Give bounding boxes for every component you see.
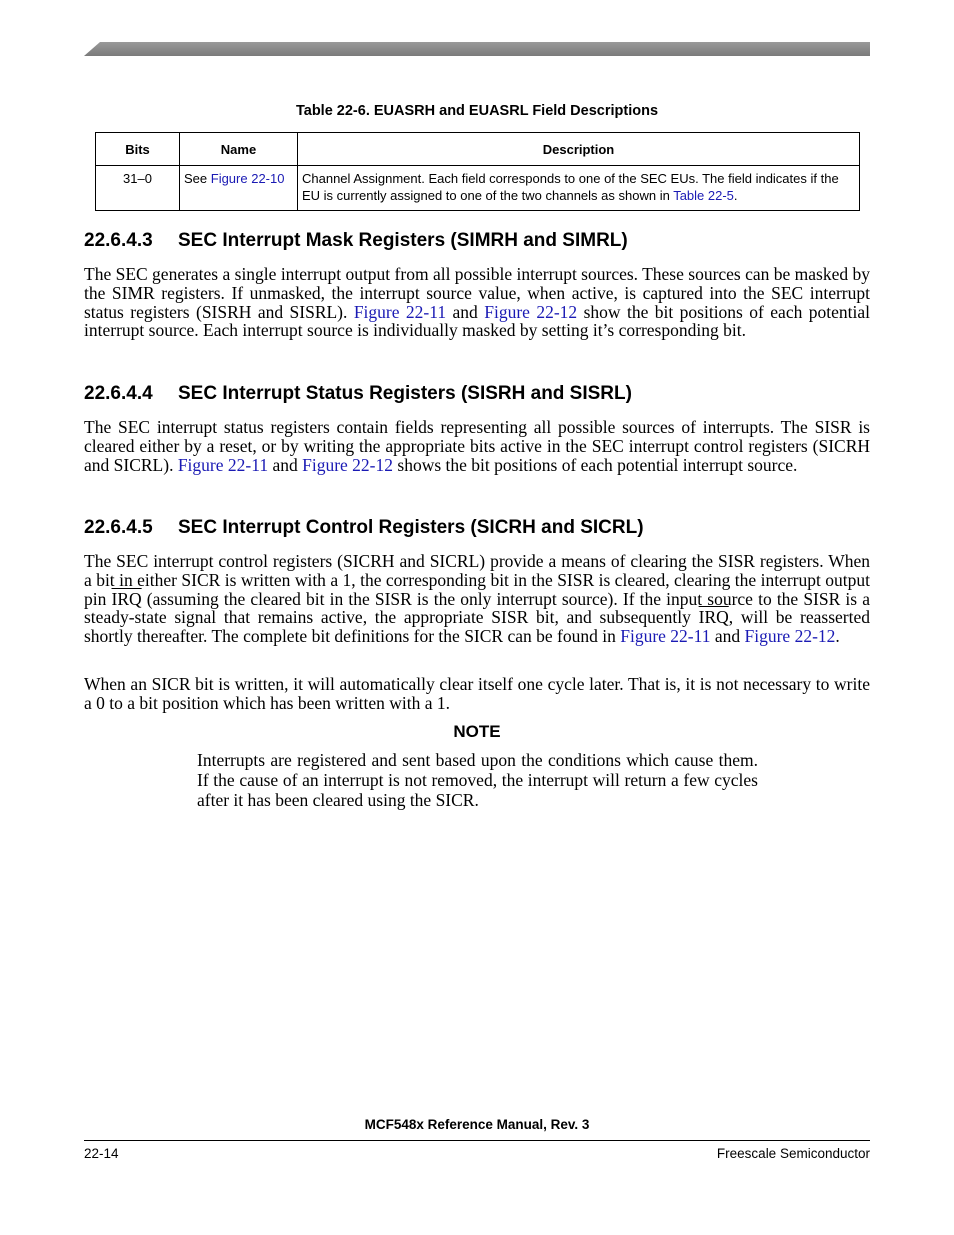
section-heading-22-6-4-5 xyxy=(84,517,644,539)
paragraph-interrupt-status xyxy=(84,418,870,474)
section-number: 22.6.4.4 xyxy=(84,383,153,404)
irq-signal: $\overline{IRQ}$ xyxy=(698,607,729,628)
text-run: The SEC interrupt status registers contain fields representing all possible sources of interrupts. The SISR is cleared either by a reset, or by writing the appropriate bits active in the SEC interrupt control registers (SICRH and SICRL). xyxy=(84,417,870,475)
section-title: SEC Interrupt Control Registers (SICRH and SICRL) xyxy=(178,517,644,538)
paragraph-sicr-auto-clear: When an SICR bit is written, it will automatically clear itself one cycle later. That is, it is not necessary to write a 0 to a bit position which has been written with a 1. xyxy=(84,674,870,713)
desc-text: Channel Assignment. Each field corresponds to one of the SEC EUs. The field indicates if the EU is currently assigned to one of the two channels as shown in xyxy=(302,171,839,203)
text-run: The SEC interrupt control registers (SICRH and SICRL) provide a means of clearing the SISR registers. When a bit in either SICR is written with a 1, the corresponding bit in the SISR is cleared, clearing the interrupt output pin xyxy=(84,551,870,609)
header-bits: Bits xyxy=(96,133,180,166)
header-description: Description xyxy=(298,133,860,166)
text-run: and xyxy=(710,626,745,647)
cell-description xyxy=(298,166,860,211)
section-heading-22-6-4-4 xyxy=(84,383,632,405)
header-name: Name xyxy=(180,133,298,166)
figure-22-10-link[interactable]: Figure 22-10 xyxy=(210,171,285,186)
text-run: shows the bit positions of each potential interrupt source. xyxy=(393,454,798,475)
text-run: and xyxy=(268,454,303,475)
company-name: Freescale Semiconductor xyxy=(716,1146,870,1161)
figure-22-11-link[interactable]: Figure 22-11 xyxy=(353,301,447,322)
note-title: NOTE xyxy=(453,722,501,741)
figure-22-12-link[interactable]: Figure 22-12 xyxy=(484,301,578,322)
text-run: The SEC generates a single interrupt output from all possible interrupt sources. These sources can be masked by the SIMR registers. If unmasked, the interrupt source value, when active, is captured into the SEC interrupt status registers (SISRH and SISRL). xyxy=(84,264,870,322)
name-prefix: See xyxy=(184,171,211,186)
text-run: , will be reasserted shortly thereafter. The complete bit definitions for the SICR can be found in xyxy=(84,607,870,647)
figure-22-11-link[interactable]: Figure 22-11 xyxy=(620,626,711,647)
section-title: SEC Interrupt Status Registers (SISRH and SISRL) xyxy=(178,383,632,404)
paragraph-interrupt-control xyxy=(84,552,870,646)
footer-title: MCF548x Reference Manual, Rev. 3 xyxy=(364,1117,590,1132)
section-heading-22-6-4-3 xyxy=(84,230,628,252)
section-title: SEC Interrupt Mask Registers (SIMRH and SIMRL) xyxy=(178,230,628,251)
table-header-row xyxy=(96,133,860,166)
figure-22-12-link[interactable]: Figure 22-12 xyxy=(302,454,394,475)
section-number: 22.6.4.5 xyxy=(84,517,153,538)
text-run: . xyxy=(835,626,840,647)
field-description-table xyxy=(95,132,860,211)
desc-suffix: . xyxy=(733,188,738,203)
page-number: 22-14 xyxy=(84,1146,119,1161)
paragraph-interrupt-mask xyxy=(84,265,870,340)
text-run: and xyxy=(446,301,485,322)
text-run: show the bit positions of each potential interrupt source. Each interrupt source is individually masked by setting it’s corresponding bit. xyxy=(84,301,870,341)
figure-22-12-link[interactable]: Figure 22-12 xyxy=(744,626,836,647)
irq-signal: $\overline{IRQ}$ xyxy=(111,588,142,609)
section-number: 22.6.4.3 xyxy=(84,230,153,251)
cell-name xyxy=(180,166,298,211)
table-caption: Table 22-6. EUASRH and EUASRL Field Descriptions xyxy=(295,103,659,119)
footer-rule xyxy=(84,1140,870,1141)
table-22-5-link[interactable]: Table 22-5 xyxy=(673,188,734,203)
cell-bits: 31–0 xyxy=(96,166,180,211)
figure-22-11-link[interactable]: Figure 22-11 xyxy=(177,454,269,475)
header-bar xyxy=(84,42,870,56)
table-row xyxy=(96,166,860,211)
text-run: (assuming the cleared bit in the SISR is the only interrupt source). If the input source to the SISR is a steady-state signal that remains active, the appropriate SISR bit, and subsequently xyxy=(84,588,870,628)
note-body: Interrupts are registered and sent based upon the conditions which cause them. If the cause of an interrupt is not removed, the interrupt will return a few cycles after it has been cleared using the SICR. xyxy=(197,750,758,810)
